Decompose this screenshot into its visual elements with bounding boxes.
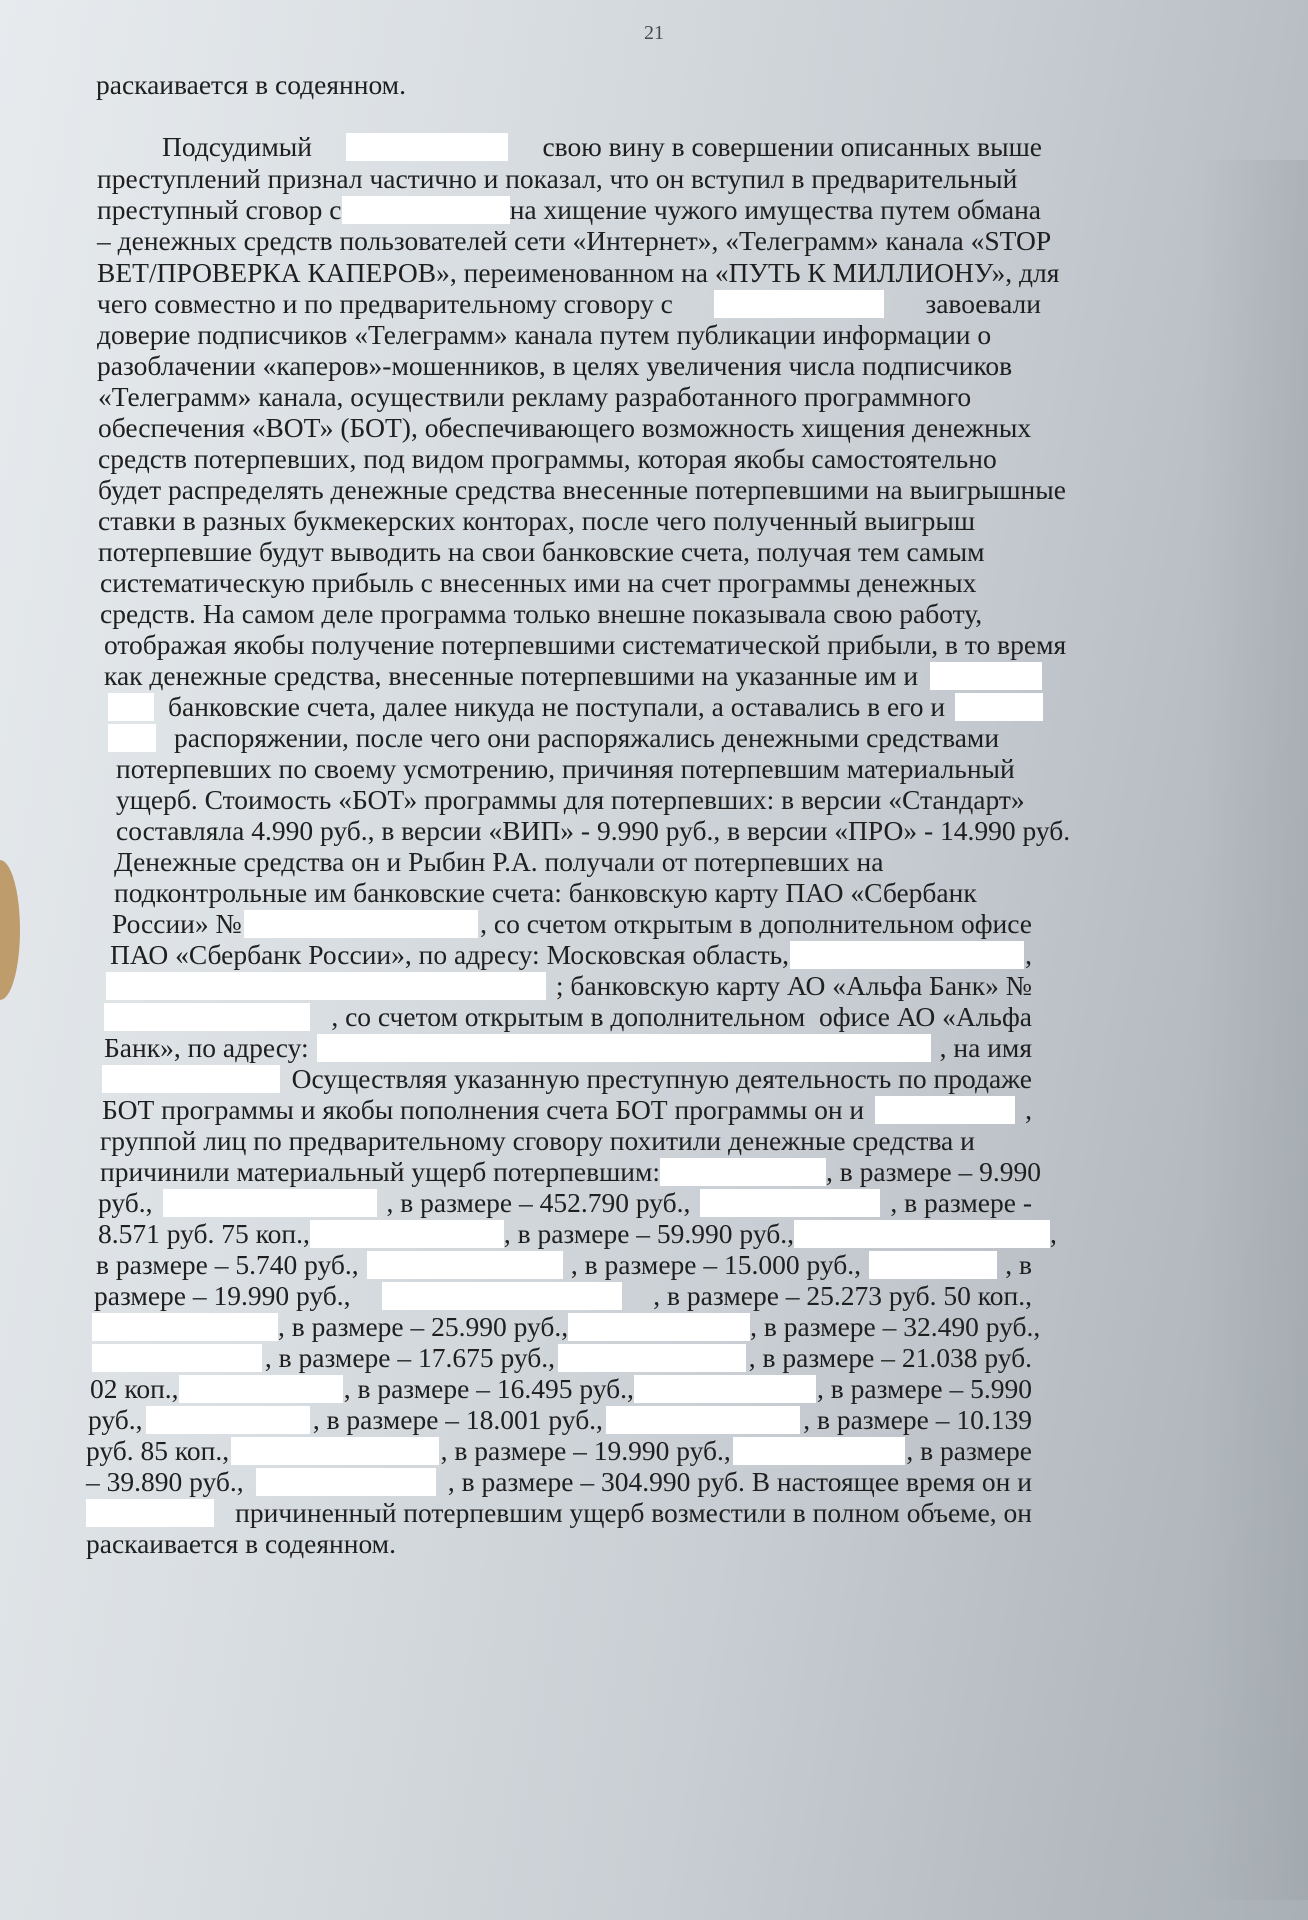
text-line [98, 1217, 1057, 1251]
text-segment: ставки в разных букмекерских конторах, после чего полученный выигрыш [98, 505, 976, 536]
text-segment: доверие подписчиков «Телеграмм» канала путем публикации информации о [97, 319, 992, 350]
text-line [108, 721, 1034, 755]
text-segment: Банк», по адресу: [104, 1032, 309, 1063]
redaction-box [367, 1251, 563, 1279]
text-line [92, 1341, 1032, 1375]
redaction-box [714, 290, 884, 318]
redaction-box [382, 1282, 622, 1310]
text-line [98, 1186, 1032, 1220]
text-segment: , в размере – 32.490 руб., [750, 1311, 1041, 1342]
text-segment: BET/ПРОВЕРКА КАПЕРОВ», переименованном на «ПУТЬ К МИЛЛИОНУ», для [97, 257, 1060, 288]
text-segment: будет распределять денежные средства внесенные потерпевшими на выигрышные [98, 474, 1066, 505]
text-line [114, 845, 1032, 879]
redaction-box [146, 1406, 310, 1434]
text-segment: в размере – 5.740 руб., [96, 1249, 359, 1280]
text-segment: , в размере – 10.139 [803, 1404, 1032, 1435]
text-segment: систематическую прибыль с внесенных ими на счет программы денежных [100, 567, 977, 598]
redaction-box [606, 1406, 800, 1434]
text-line [88, 1403, 1032, 1437]
text-line [97, 318, 1037, 352]
text-segment: группой лиц по предварительному сговору похитили денежные средства и [100, 1125, 975, 1156]
redaction-box [790, 941, 1024, 969]
text-segment: руб., [88, 1404, 143, 1435]
text-segment: размере – 19.990 руб., [94, 1280, 351, 1311]
text-line [98, 473, 1066, 507]
text-segment: , со счетом открытым в дополнительном офисе [480, 908, 1032, 939]
redaction-box [346, 133, 508, 161]
redaction-box [102, 1065, 280, 1093]
redaction-box [634, 1375, 816, 1403]
redaction-box [104, 1003, 310, 1031]
text-segment: преступлений признал частично и показал, что он вступил в предварительный [97, 163, 1018, 194]
redaction-box [568, 1313, 750, 1341]
text-line [162, 130, 1042, 164]
text-line [106, 969, 1032, 1003]
text-line [97, 287, 1041, 321]
text-segment: ущерб. Стоимость «БОТ» программы для потерпевших: в версии «Стандарт» [116, 784, 1025, 815]
text-segment: , [1025, 939, 1032, 970]
redaction-box [163, 1189, 377, 1217]
text-line [97, 349, 1037, 383]
text-segment: руб., [98, 1187, 153, 1218]
text-segment: , в размере - [890, 1187, 1032, 1218]
text-line [90, 1372, 1032, 1406]
text-line [97, 224, 1052, 258]
redaction-box [955, 693, 1043, 721]
text-segment: – 39.890 руб., [86, 1466, 244, 1497]
text-segment: , на имя [939, 1032, 1032, 1063]
text-segment: руб. 85 коп., [86, 1435, 230, 1466]
text-segment: банковские счета, далее никуда не поступали, а оставались в его и [168, 691, 946, 722]
text-segment: , в размере – 25.990 руб., [278, 1311, 569, 1342]
text-line [86, 1465, 1032, 1499]
text-line [116, 752, 1034, 786]
text-segment: , в размере [906, 1435, 1032, 1466]
text-line [97, 162, 1041, 196]
text-line [98, 380, 1036, 414]
text-line [104, 1031, 1032, 1065]
redaction-box [930, 662, 1042, 690]
redaction-box [558, 1344, 746, 1372]
redaction-box [733, 1437, 905, 1465]
text-segment: , в размере – 59.990 руб., [503, 1218, 794, 1249]
text-segment: причинили материальный ущерб потерпевшим: [100, 1156, 661, 1187]
redaction-box [92, 1313, 278, 1341]
redaction-box [700, 1189, 880, 1217]
text-segment: , в размере – 15.000 руб., [570, 1249, 861, 1280]
text-segment: Денежные средства он и Рыбин Р.А. получали от потерпевших на [114, 846, 884, 877]
redaction-box [179, 1375, 343, 1403]
text-segment: , в размере – 19.990 руб., [440, 1435, 731, 1466]
text-segment: разоблачении «каперов»-мошенников, в целях увеличения числа подписчиков [97, 350, 1013, 381]
text-segment: Осуществляя указанную преступную деятельность по продаже [291, 1063, 1032, 1094]
text-line [98, 411, 1036, 445]
text-line [108, 690, 1043, 724]
text-segment: на хищение чужого имущества путем обмана [509, 194, 1041, 225]
redaction-box [244, 910, 478, 938]
text-segment: , в размере – 21.038 руб. [748, 1342, 1032, 1373]
text-line [104, 628, 1067, 662]
redaction-box [317, 1034, 931, 1062]
text-segment: , в размере – 5.990 [817, 1373, 1032, 1404]
text-segment: , в размере – 25.273 руб. 50 коп., [653, 1280, 1032, 1311]
redaction-box [342, 196, 510, 224]
text-segment: , [1025, 1094, 1032, 1125]
text-segment: преступный сговор с [97, 194, 342, 225]
text-line [104, 1000, 1032, 1034]
text-segment: , со счетом открытым в дополнительном офисе АО «Альфа [331, 1001, 1032, 1032]
text-line [96, 1248, 1032, 1282]
text-segment: 8.571 руб. 75 коп., [98, 1218, 310, 1249]
text-segment: раскаивается в содеянном. [86, 1528, 396, 1559]
redaction-box [869, 1251, 997, 1279]
text-segment: ПАО «Сбербанк России», по адресу: Московская область, [110, 939, 790, 970]
text-segment: средств. На самом деле программа только внешне показывала свою работу, [100, 598, 983, 629]
redaction-box [108, 724, 156, 752]
text-segment: России» № [112, 908, 242, 939]
text-segment: «Телеграмм» канала, осуществили рекламу разработанного программного [98, 381, 972, 412]
text-line [116, 783, 1034, 817]
text-line [110, 938, 1032, 972]
text-line [97, 193, 1041, 227]
text-segment: раскаивается в содеянном. [96, 69, 406, 100]
redaction-box [310, 1220, 504, 1248]
text-line [102, 1093, 1032, 1127]
redaction-box [231, 1437, 439, 1465]
redaction-box [660, 1158, 826, 1186]
redaction-box [92, 1344, 262, 1372]
redaction-box [108, 693, 154, 721]
redaction-box [86, 1499, 214, 1527]
text-line [98, 442, 1036, 476]
text-line [100, 1155, 1042, 1189]
text-segment: , в [1005, 1249, 1032, 1280]
text-line [116, 814, 1071, 848]
redaction-box [256, 1468, 436, 1496]
text-segment: средств потерпевших, под видом программы, которая якобы самостоятельно [98, 443, 997, 474]
text-line [112, 907, 1032, 941]
text-segment: составляла 4.990 руб., в версии «ВИП» - 9.990 руб., в версии «ПРО» - 14.990 руб. [116, 815, 1071, 846]
text-segment: причиненный потерпевшим ущерб возместили в полном объеме, он [235, 1497, 1032, 1528]
text-line [98, 535, 1034, 569]
text-segment: как денежные средства, внесенные потерпевшими на указанные им и [104, 660, 919, 691]
text-line [86, 1496, 1032, 1530]
text-segment: БОТ программы и якобы пополнения счета БОТ программы он и [102, 1094, 865, 1125]
text-line [86, 1434, 1032, 1468]
text-segment: 02 коп., [90, 1373, 179, 1404]
text-segment: отображая якобы получение потерпевшими систематической прибыли, в то время [104, 629, 1067, 660]
text-segment: свою вину в совершении описанных выше [542, 131, 1042, 162]
text-segment: распоряжении, после чего они распоряжались денежными средствами [174, 722, 1000, 753]
text-line [100, 1124, 1032, 1158]
text-line [92, 1310, 1041, 1344]
text-segment: – денежных средств пользователей сети «Интернет», «Телеграмм» канала «STOP [97, 225, 1052, 256]
text-line [114, 876, 1032, 910]
text-line [94, 1279, 1032, 1313]
text-segment: , в размере – 16.495 руб., [343, 1373, 634, 1404]
text-line [102, 1062, 1032, 1096]
text-line [98, 504, 1034, 538]
text-segment: Подсудимый [162, 131, 312, 162]
text-line [86, 1527, 396, 1561]
redaction-box [106, 972, 546, 1000]
text-segment: , в размере – 304.990 руб. В настоящее время он и [447, 1466, 1032, 1497]
text-segment: потерпевшие будут выводить на свои банковские счета, получая тем самым [98, 536, 985, 567]
text-line [104, 659, 1042, 693]
text-line [100, 597, 1034, 631]
text-segment: потерпевших по своему усмотрению, причиняя потерпевшим материальный [116, 753, 1015, 784]
text-segment: , в размере – 452.790 руб., [386, 1187, 691, 1218]
text-segment: , в размере – 18.001 руб., [312, 1404, 603, 1435]
redaction-box [875, 1096, 1015, 1124]
text-segment: чего совместно и по предварительному сговору с [97, 288, 673, 319]
text-line [100, 566, 1034, 600]
text-line [97, 256, 1060, 290]
text-segment: , [1049, 1218, 1057, 1249]
redaction-box [794, 1220, 1050, 1248]
text-segment: , в размере – 9.990 [826, 1156, 1042, 1187]
page-number: 21 [644, 22, 664, 44]
text-segment: завоевали [925, 288, 1041, 319]
text-segment: подконтрольные им банковские счета: банковскую карту ПАО «Сбербанк [114, 877, 977, 908]
text-segment: , в размере – 17.675 руб., [264, 1342, 555, 1373]
text-line [96, 68, 406, 102]
text-segment: обеспечения «ВОТ» (БОТ), обеспечивающего возможность хищения денежных [98, 412, 1032, 443]
text-segment: ; банковскую карту АО «Альфа Банк» № [555, 970, 1032, 1001]
